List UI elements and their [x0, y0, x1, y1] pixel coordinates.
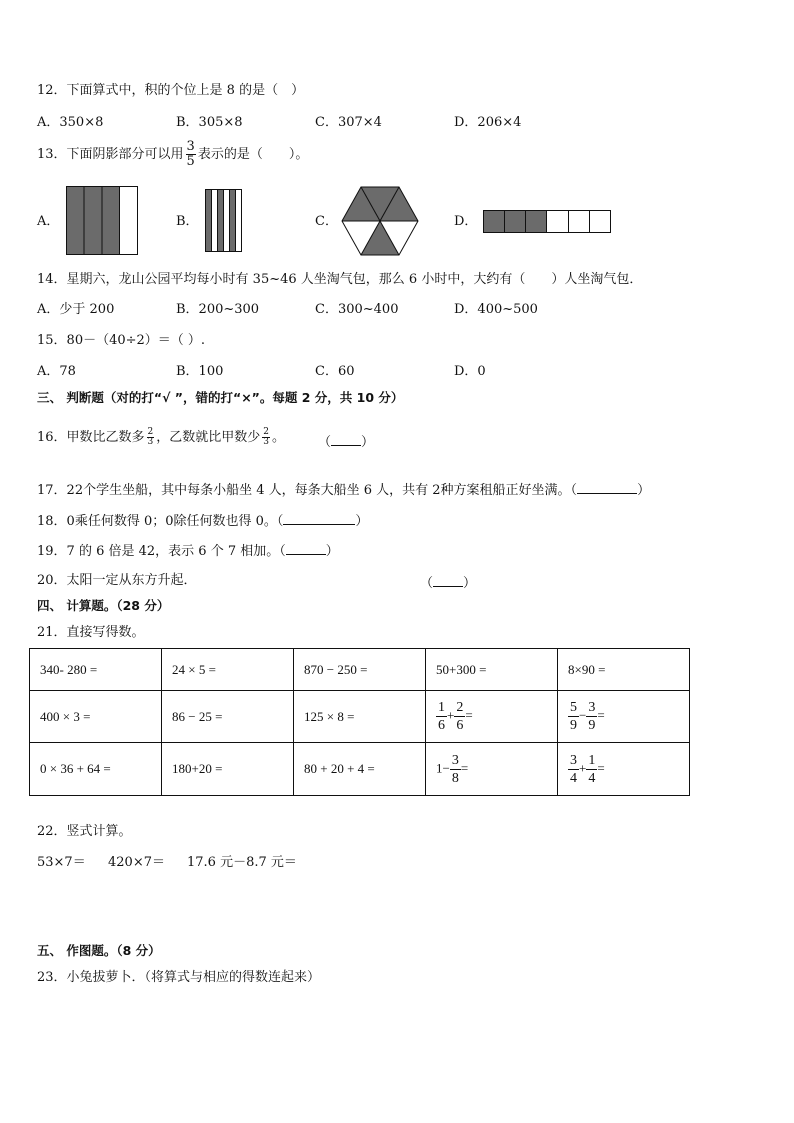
q13-fraction [186, 140, 196, 169]
q13-figure-d [483, 210, 613, 234]
q14-option-b: B．200~300 [176, 302, 260, 317]
calc-cell: 180+20 = [162, 743, 294, 796]
q13-label-d: D． [454, 214, 478, 229]
q22-item-1: 53×7＝ [37, 855, 86, 870]
q14-option-d: D．400~500 [454, 302, 538, 317]
calc-cell: 80 + 20 + 4 = [294, 743, 426, 796]
calc-cell-fraction [558, 691, 690, 743]
q16-frac2-num: 2 [263, 427, 270, 437]
q20-answer-blank[interactable] [420, 572, 476, 593]
q12-option-d: D．206×4 [454, 115, 522, 130]
q16-fraction-2 [262, 428, 270, 447]
q22-item-2: 420×7＝ [108, 855, 165, 870]
frac-num: 1 [438, 700, 445, 715]
q12-option-a: A．350×8 [37, 115, 104, 130]
q13-figure-c [340, 186, 420, 256]
fraction [568, 699, 579, 734]
q16-paren-close: ） [361, 435, 375, 450]
operator: − [579, 707, 587, 723]
q13-frac-num: 3 [186, 139, 195, 154]
section-5-heading: 五、 作图题。（8 分） [37, 943, 161, 958]
equals: = [597, 707, 605, 723]
fraction [568, 752, 579, 787]
operator: + [579, 759, 587, 775]
section-3-heading: 三、 判断题（对的打“√ ”，错的打“×”。每题 2 分，共 10 分） [37, 390, 404, 405]
q16-frac1-num: 2 [147, 427, 154, 437]
frac-num: 1 [588, 752, 596, 768]
q14-option-c: C．300~400 [315, 302, 399, 317]
fraction [586, 699, 597, 734]
q13-stem-before: 13．下面阴影部分可以用 [37, 147, 184, 162]
q13-stem-after: 表示的是（ ）。 [197, 147, 309, 162]
q13-stem [37, 140, 308, 169]
q12-option-c: C．307×4 [315, 115, 382, 130]
lead-term: 1− [436, 759, 450, 775]
calc-cell-fraction [426, 691, 558, 743]
q16-part3: 。 [272, 430, 286, 445]
frac-den: 9 [588, 718, 596, 733]
fraction [586, 752, 597, 787]
q13-figure-a [66, 186, 139, 256]
q19-line [37, 540, 339, 561]
q16-blank-line[interactable] [331, 431, 361, 446]
q13-frac-den: 5 [186, 154, 195, 169]
q19-blank[interactable] [286, 540, 326, 555]
q17-close: ） [637, 483, 651, 498]
q20-close: ） [463, 576, 477, 591]
equals: = [597, 759, 605, 775]
q22-item-3: 17.6 元－8.7 元＝ [187, 855, 297, 870]
frac-num: 3 [570, 752, 577, 768]
calc-row-3 [30, 743, 690, 796]
equals: = [460, 759, 469, 775]
q17-blank[interactable] [577, 479, 637, 494]
q16-part2: ，乙数就比甲数少 [156, 430, 261, 445]
q20-stem: 20．太阳一定从东方升起． [37, 573, 197, 588]
frac-num: 2 [456, 700, 464, 715]
frac-den: 6 [438, 718, 445, 733]
calc-cell: 50+300 = [426, 649, 558, 691]
frac-den: 4 [570, 770, 577, 786]
q16-frac2-den: 3 [263, 437, 270, 447]
q13-label-a: A． [37, 214, 60, 229]
frac-den: 6 [456, 718, 464, 733]
calc-row-2 [30, 691, 690, 743]
q15-option-d: D．0 [454, 364, 486, 379]
calc-cell: 86 − 25 = [162, 691, 294, 743]
q19-close: ） [325, 544, 339, 559]
q12-stem: 12．下面算式中，积的个位上是 8 的是（ ） [37, 83, 305, 98]
q13-label-b: B． [176, 214, 199, 229]
q16-frac1-den: 3 [147, 437, 154, 447]
q18-close: ） [355, 514, 369, 529]
operator: + [447, 707, 455, 723]
calc-cell: 870 − 250 = [294, 649, 426, 691]
q16-paren-open: （ [318, 435, 332, 450]
frac-num: 3 [588, 700, 596, 715]
calc-cell: 125 × 8 = [294, 691, 426, 743]
calc-row-1 [30, 649, 690, 691]
q17-stem: 17．22个学生坐船，其中每条小船坐 4 人，每条大船坐 6 人，共有 2种方案租船正好坐满。（ [37, 483, 578, 498]
frac-den: 9 [570, 718, 577, 733]
fraction [436, 699, 447, 734]
calc-cell-fraction [558, 743, 690, 796]
q16-line [37, 428, 285, 447]
calc-cell: 400 × 3 = [30, 691, 162, 743]
q13-label-c: C． [315, 214, 338, 229]
q18-line [37, 510, 368, 531]
q15-option-b: B．100 [176, 364, 224, 379]
fraction [454, 699, 465, 734]
q14-stem: 14．星期六，龙山公园平均每小时有 35~46 人坐淘气包，那么 6 小时中，大约有（ ）人坐淘气包． [37, 272, 643, 287]
q12-option-b: B．305×8 [176, 115, 243, 130]
q18-blank[interactable] [283, 510, 355, 525]
frac-den: 4 [588, 770, 596, 786]
q16-part1: 16．甲数比乙数多 [37, 430, 145, 445]
frac-den: 8 [451, 770, 459, 786]
q16-answer-blank[interactable] [318, 431, 374, 452]
q23-stem: 23．小兔拔萝卜．（将算式与相应的得数连起来） [37, 970, 321, 985]
q17-line [37, 479, 650, 500]
calc-cell: 8×90 = [558, 649, 690, 691]
q19-stem: 19．7 的 6 倍是 42，表示 6 个 7 相加。（ [37, 544, 286, 559]
q18-stem: 18．0乘任何数得 0；0除任何数也得 0。（ [37, 514, 284, 529]
q21-stem: 21．直接写得数。 [37, 625, 145, 640]
q16-fraction-1 [147, 428, 155, 447]
q15-option-c: C．60 [315, 364, 355, 379]
section-4-heading: 四、 计算题。（28 分） [37, 598, 170, 613]
calc-table [29, 648, 690, 796]
q20-open: （ [420, 576, 434, 591]
frac-num: 3 [451, 752, 459, 768]
q15-option-a: A．78 [37, 364, 76, 379]
q13-figure-b [205, 189, 243, 253]
calc-cell: 340- 280 = [30, 649, 162, 691]
q20-blank-line[interactable] [433, 572, 463, 587]
calc-cell-fraction [426, 743, 558, 796]
q22-stem: 22．竖式计算。 [37, 824, 132, 839]
q14-option-a: A．少于 200 [37, 302, 115, 317]
fraction [450, 752, 461, 787]
calc-cell: 24 × 5 = [162, 649, 294, 691]
equals: = [465, 707, 473, 723]
frac-num: 5 [570, 700, 577, 715]
q15-stem: 15．80－（40÷2）＝（ ）. [37, 333, 206, 348]
calc-cell: 0 × 36 + 64 = [30, 743, 162, 796]
